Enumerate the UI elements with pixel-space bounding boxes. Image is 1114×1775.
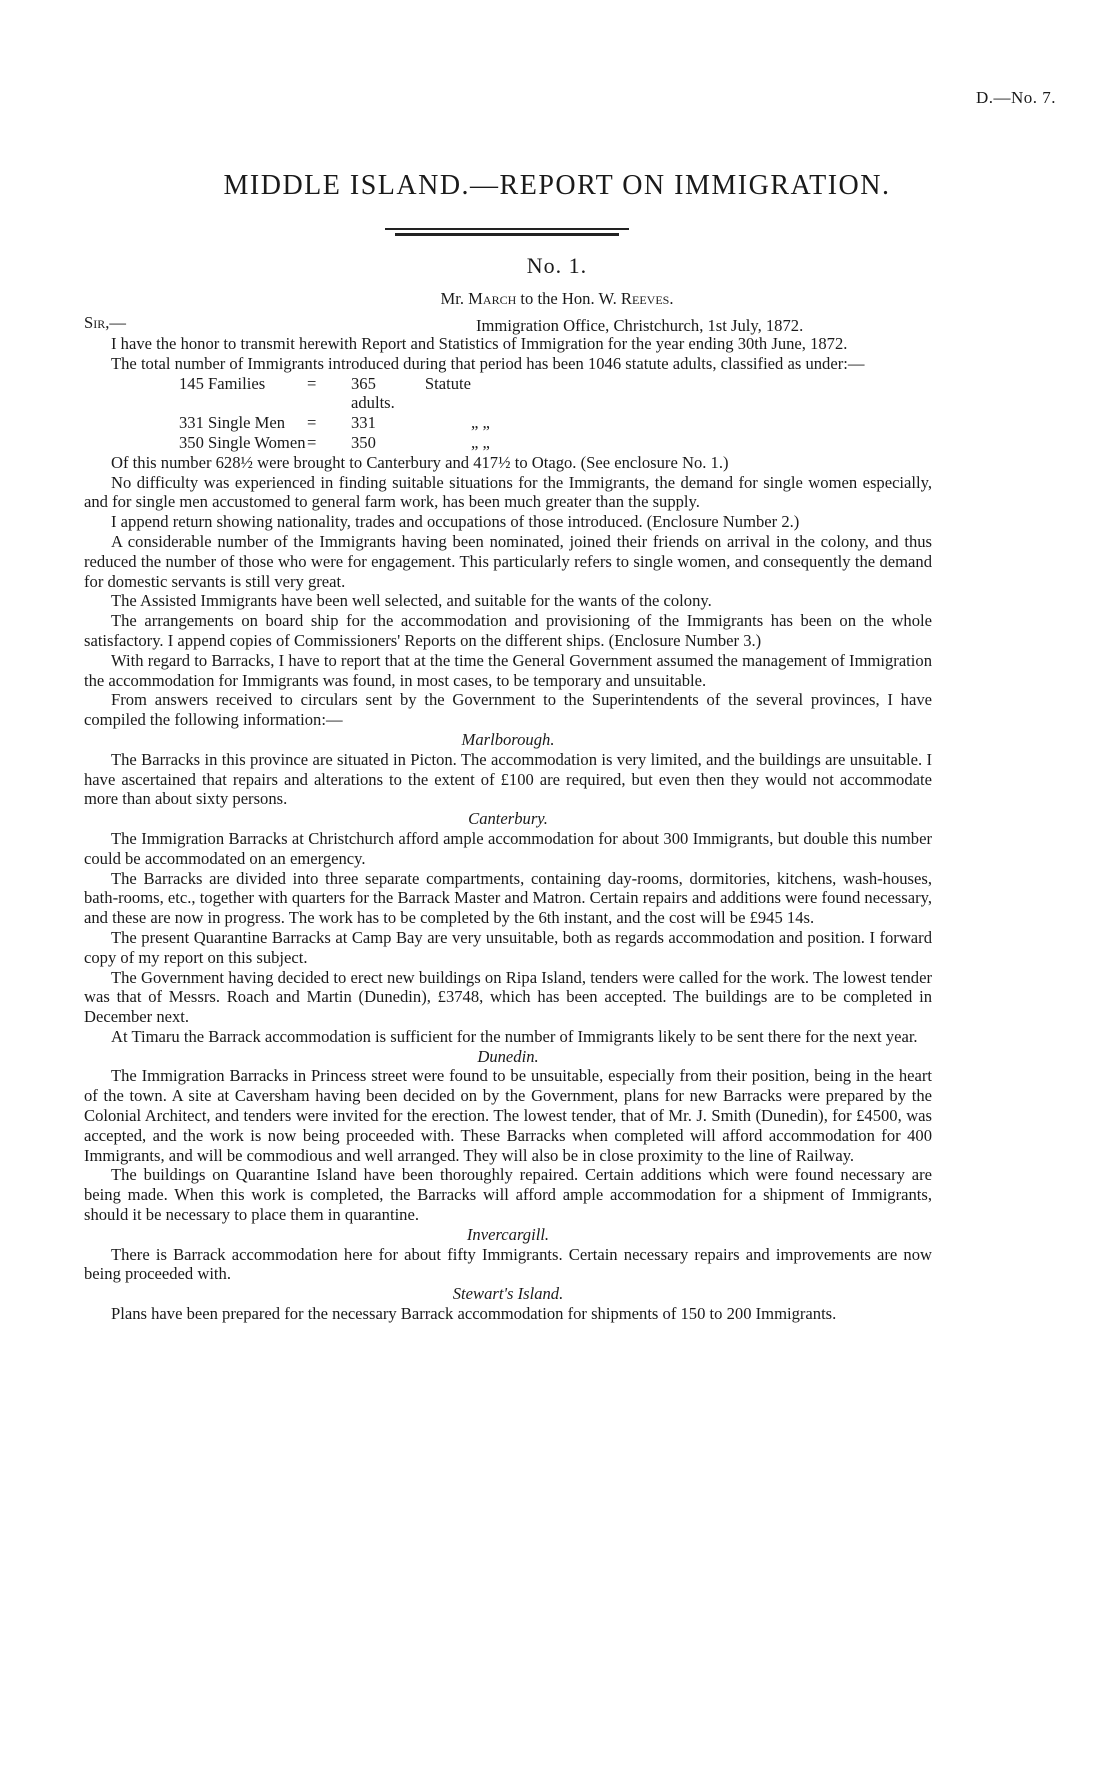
- paragraph: The Government having decided to erect new buildings on Ripa Island, tenders were called for the work. The lowest tender was that of Messrs. Roach and Martin (Dunedin), £3748, which has been accepted. The buildings are to be completed in December next.: [84, 967, 932, 1027]
- document-reference: D.—No. 7.: [975, 88, 1056, 107]
- paragraph: The Assisted Immigrants have been well selected, and suitable for the wants of the colony.: [111, 591, 712, 611]
- table-cell: 145 Families: [179, 373, 266, 393]
- title-rule-thin: [385, 228, 629, 230]
- paragraph: I append return showing nationality, trades and occupations of those introduced. (Enclosure Number 2.): [111, 512, 800, 532]
- paragraph: There is Barrack accommodation here for about fifty Immigrants. Certain necessary repairs and improvements are now being proceeded with.: [84, 1244, 932, 1284]
- paragraph: A considerable number of the Immigrants having been nominated, joined their friends on arrival in the colony, and thus reduced the number of those who were for engagement. This particularly refers to single women, and consequently the demand for domestic servants is still very great.: [84, 531, 932, 591]
- paragraph: Plans have been prepared for the necessary Barrack accommodation for shipments of 150 to 200 Immigrants.: [111, 1304, 837, 1324]
- paragraph: The Immigration Barracks at Christchurch afford ample accommodation for about 300 Immigrants, but double this number could be accommodated on an emergency.: [84, 828, 932, 868]
- table-cell: 331: [351, 413, 376, 433]
- section-heading-invercargill: Invercargill.: [466, 1224, 550, 1244]
- table-row: [179, 374, 545, 414]
- table-row: [179, 433, 545, 453]
- paragraph: The Immigration Barracks in Princess street were found to be unsuitable, especially from their position, being in the heart of the town. A site at Caversham having been decided on by the Government, plans for new Barracks were prepared by the Colonial Architect, and tenders were invited for the erection. The lowest tender, that of Mr. J. Smith (Dunedin), for £4500, was accepted, and the work is now being proceeded with. These Barracks when completed will afford accommodation for 400 Immigrants, and will be commodious and well arranged. They will also be in close proximity to the line of Railway.: [84, 1066, 932, 1165]
- paragraph: The present Quarantine Barracks at Camp Bay are very unsuitable, both as regards accommodation and position. I forward copy of my report on this subject.: [84, 927, 932, 967]
- paragraph: I have the honor to transmit herewith Report and Statistics of Immigration for the year ending 30th June, 1872.: [111, 334, 848, 353]
- paragraph: At Timaru the Barrack accommodation is sufficient for the number of Immigrants likely to be sent there for the next year.: [111, 1026, 918, 1046]
- paragraph: The Barracks are divided into three separate compartments, containing day-rooms, dormitories, kitchens, wash-houses, bath-rooms, etc., together with quarters for the Barrack Master and Matron. Certain repairs and additions were found necessary, and these are now in progress. The work has to be completed by the 6th instant, and the cost will be £945 14s.: [84, 868, 932, 928]
- dateline: Immigration Office, Christchurch, 1st July, 1872.: [476, 316, 804, 335]
- sender-name: March: [468, 289, 517, 308]
- paragraph: The arrangements on board ship for the accommodation and provisioning of the Immigrants has been on the whole satisfactory. I append copies of Commissioners' Reports on the different ships. (Enclosure Number 3.): [84, 611, 932, 650]
- table-cell: 350 Single Women: [179, 432, 306, 452]
- table-cell: 331 Single Men: [179, 413, 286, 433]
- from-middle: to the Hon. W.: [516, 289, 621, 308]
- table-cell: =: [307, 432, 317, 452]
- title-rule-thick: [395, 233, 619, 236]
- section-heading-stewarts-island: Stewart's Island.: [452, 1284, 564, 1304]
- table-cell: =: [307, 373, 317, 393]
- letter-body: [84, 334, 932, 1324]
- paragraph: Of this number 628½ were brought to Canterbury and 417½ to Otago. (See enclosure No. 1.): [111, 452, 729, 472]
- table-cell: [471, 374, 545, 414]
- paragraph: No difficulty was experienced in finding suitable situations for the Immigrants, the demand for single women especially, and for single men accustomed to general farm work, has been much greater than the supply.: [84, 472, 932, 512]
- recipient-name: Reeves: [620, 289, 670, 308]
- section-heading-marlborough: Marlborough.: [461, 729, 555, 749]
- from-prefix: Mr.: [440, 289, 469, 308]
- page-title: MIDDLE ISLAND.—REPORT ON IMMIGRATION.: [223, 170, 891, 201]
- section-heading-canterbury: Canterbury.: [468, 809, 548, 829]
- paragraph: The buildings on Quarantine Island have been thoroughly repaired. Certain additions which were found necessary are being made. When this work is completed, the Barracks will afford ample accommodation for a shipment of Immigrants, should it be necessary to place them in quarantine.: [84, 1165, 932, 1225]
- table-cell: 350: [351, 432, 376, 452]
- from-suffix: .: [669, 289, 674, 308]
- table-cell: „ „: [471, 413, 490, 433]
- paragraph: The total number of Immigrants introduced during that period has been 1046 statute adults, classified as under:—: [111, 353, 865, 373]
- table-cell: „ „: [471, 432, 490, 452]
- table-cell: 365 Statute adults.: [351, 373, 471, 413]
- table-row: [179, 413, 545, 433]
- salutation: Sir,—: [84, 313, 126, 332]
- letter-addressing: [0, 289, 1114, 309]
- table-cell: =: [307, 413, 317, 433]
- paragraph: The Barracks in this province are situated in Picton. The accommodation is very limited, and the buildings are unsuitable. I have ascertained that repairs and alterations to the extent of £100 are required, but even then they would not accommodate more than about sixty persons.: [84, 749, 932, 809]
- paragraph: With regard to Barracks, I have to report that at the time the General Government assumed the management of Immigration the accommodation for Immigrants was found, in most cases, to be temporary and unsuitable.: [84, 650, 932, 690]
- section-heading-dunedin: Dunedin.: [477, 1046, 539, 1066]
- document-number: No. 1.: [526, 253, 588, 278]
- paragraph: From answers received to circulars sent by the Government to the Superintendents of the several provinces, I have compiled the following information:—: [84, 690, 932, 730]
- classification-table: [179, 374, 545, 453]
